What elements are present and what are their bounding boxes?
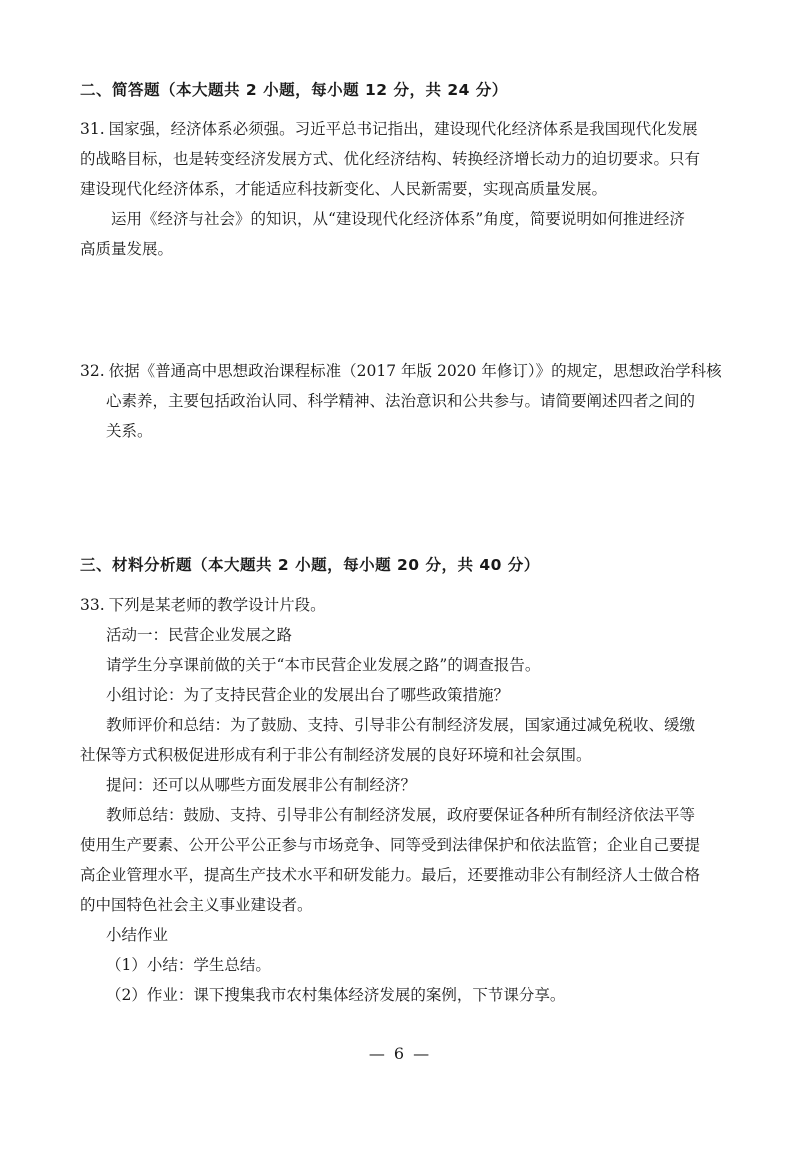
question-text-line: 心素养，主要包括政治认同、科学精神、法治意识和公共参与。请简要阐述四者之间的 — [106, 392, 696, 410]
question-32 — [80, 356, 740, 446]
teacher-summary-line: 教师总结：鼓励、支持、引导非公有制经济发展，政府要保证各种所有制经济依法平等 — [106, 806, 696, 824]
question-number: 32. — [80, 362, 105, 380]
question-31 — [80, 114, 740, 264]
activity-title: 活动一：民营企业发展之路 — [106, 626, 293, 644]
question-text-line: 国家强，经济体系必须强。习近平总书记指出，建设现代化经济体系是我国现代化发展 — [108, 120, 698, 138]
question-33 — [80, 590, 740, 1010]
teacher-question: 提问：还可以从哪些方面发展非公有制经济？ — [106, 776, 417, 794]
question-number: 31. — [80, 120, 105, 138]
teacher-eval-line: 教师评价和总结：为了鼓励、支持、引导非公有制经济发展，国家通过减免税收、缓缴 — [106, 716, 696, 734]
group-discussion: 小组讨论：为了支持民营企业的发展出台了哪些政策措施？ — [106, 686, 510, 704]
question-prompt-continued: 高质量发展。 — [80, 240, 174, 258]
question-intro: 下列是某老师的教学设计片段。 — [108, 596, 326, 614]
homework-item: （1）小结：学生总结。 — [106, 956, 271, 974]
teacher-summary-line: 高企业管理水平，提高生产技术水平和研发能力。最后，还要推动非公有制经济人士做合格 — [80, 866, 701, 884]
homework-item: （2）作业：课下搜集我市农村集体经济发展的案例，下节课分享。 — [106, 986, 566, 1004]
page-number: — 6 — — [368, 1044, 432, 1063]
question-prompt: 运用《经济与社会》的知识，从“建设现代化经济体系”角度，简要说明如何推进经济 — [111, 210, 685, 228]
question-number: 33. — [80, 596, 105, 614]
question-text-line: 关系。 — [106, 422, 153, 440]
section-heading-short-answer: 二、简答题（本大题共 2 小题，每小题 12 分，共 24 分） — [80, 81, 508, 99]
question-text-line: 的战略目标，也是转变经济发展方式、优化经济结构、转换经济增长动力的迫切要求。只有 — [80, 150, 701, 168]
question-text-line: 建设现代化经济体系，才能适应科技新变化、人民新需要，实现高质量发展。 — [80, 180, 608, 198]
share-prompt: 请学生分享课前做的关于“本市民营企业发展之路”的调查报告。 — [106, 656, 541, 674]
section-heading-material-analysis: 三、材料分析题（本大题共 2 小题，每小题 20 分，共 40 分） — [80, 556, 540, 574]
homework-title: 小结作业 — [106, 926, 169, 944]
teacher-eval-line: 社保等方式积极促进形成有利于非公有制经济发展的良好环境和社会氛围。 — [80, 746, 592, 764]
teacher-summary-line: 的中国特色社会主义事业建设者。 — [80, 896, 313, 914]
teacher-summary-line: 使用生产要素、公开公平公正参与市场竞争、同等受到法律保护和依法监管；企业自己要提 — [80, 836, 701, 854]
question-text-line: 依据《普通高中思想政治课程标准（2017 年版 2020 年修订）》的规定，思想政治学科核 — [108, 362, 722, 380]
